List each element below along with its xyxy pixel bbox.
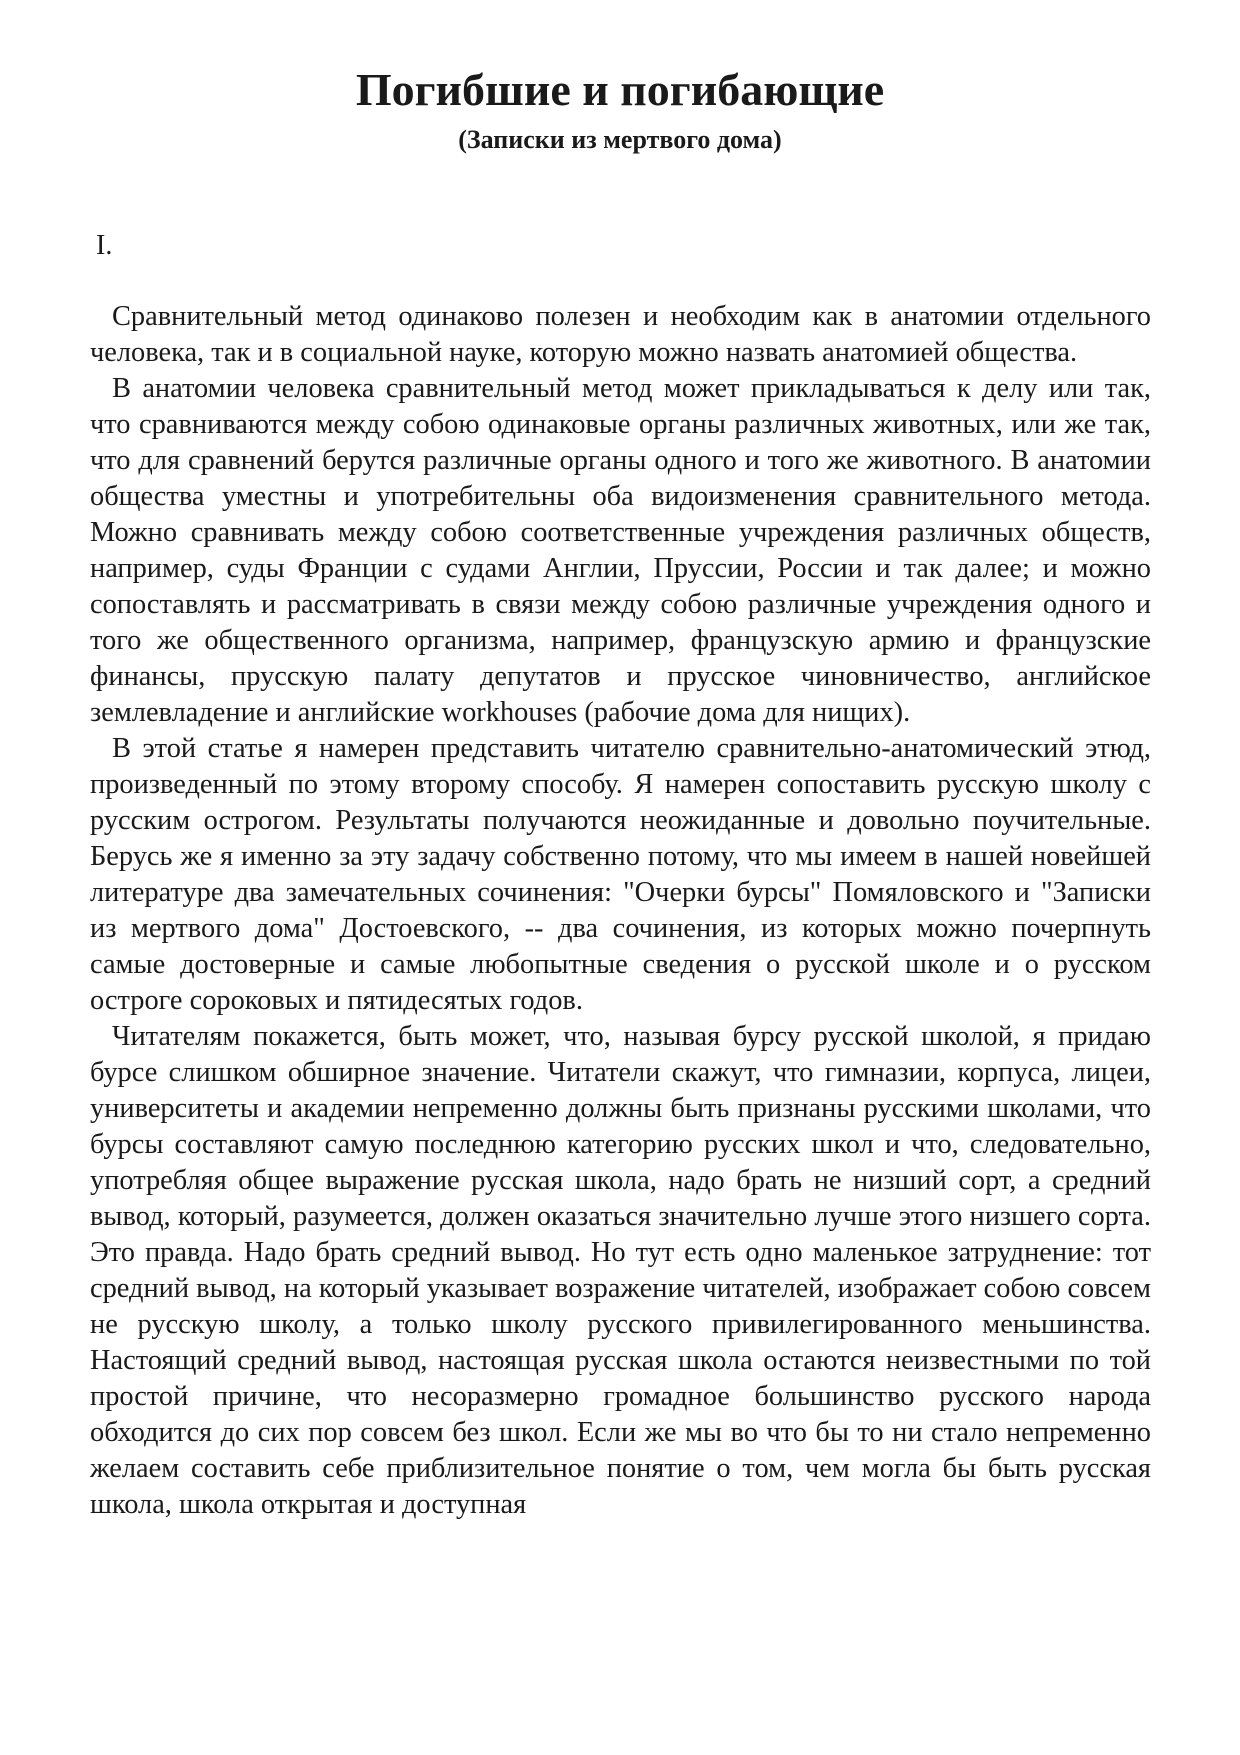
section-number: I. [96, 230, 113, 261]
paragraph-1: Сравнительный метод одинаково полезен и необходим как в анатомии отдельного человека, так и в социальной науке, которую можно назвать анатомией общества. [90, 301, 1151, 368]
paragraph-4: Читателям покажется, быть может, что, называя бурсу русской школой, я придаю бурсе слишком обширное значение. Читатели скажут, что гимназии, корпуса, лицеи, университеты и академии непременно должны быть признаны русскими школами, что бурсы составляют самую последнюю категорию русских школ и что, следовательно, употребляя общее выражение русская школа, надо брать не низший сорт, а средний вывод, который, разумеется, должен оказаться значительно лучше этого низшего сорта. Это правда. Надо брать средний вывод. Но тут есть одно маленькое затруднение: тот средний вывод, на который указывает возражение читателей, изображает собою совсем не русскую школу, а только школу русского привилегированного меньшинства. Настоящий средний вывод, настоящая русская школа остаются неизвестными по той простой причине, что несоразмерно громадное большинство русского народа обходится до сих пор совсем без школ. Если же мы во что бы то ни стало непременно желаем составить себе приблизительное понятие о том, чем могла бы быть русская школа, школа открытая и доступная [90, 1021, 1151, 1520]
paragraph-2: В анатомии человека сравнительный метод может прикладываться к делу или так, что сравниваются между собою одинаковые органы различных животных, или же так, что для сравнений берутся различные органы одного и того же животного. В анатомии общества уместны и употребительны оба видоизменения сравнительного метода. Можно сравнивать между собою соответственные учреждения различных обществ, например, суды Франции с судами Англии, Пруссии, России и так далее; и можно сопоставлять и рассматривать в связи между собою различные учреждения одного и того же общественного организма, например, французскую армию и французские финансы, прусскую палату депутатов и прусское чиновничество, английское землевладение и английские workhouses (рабочие дома для нищих). [90, 373, 1151, 728]
document-subtitle: (Записки из мертвого дома) [458, 125, 782, 154]
document-title: Погибшие и погибающие [355, 64, 885, 115]
document-body [90, 299, 1151, 1523]
paragraph-3: В этой статье я намерен представить читателю сравнительно-анатомический этюд, произведенный по этому второму способу. Я намерен сопоставить русскую школу с русским острогом. Результаты получаются неожиданные и довольно поучительные. Берусь же я именно за эту задачу собственно потому, что мы имеем в нашей новейшей литературе два замечательных сочинения: "Очерки бурсы" Помяловского и "Записки из мертвого дома" Достоевского, -- два сочинения, из которых можно почерпнуть самые достоверные и самые любопытные сведения о русской школе и о русском остроге сороковых и пятидесятых годов. [90, 733, 1151, 1016]
